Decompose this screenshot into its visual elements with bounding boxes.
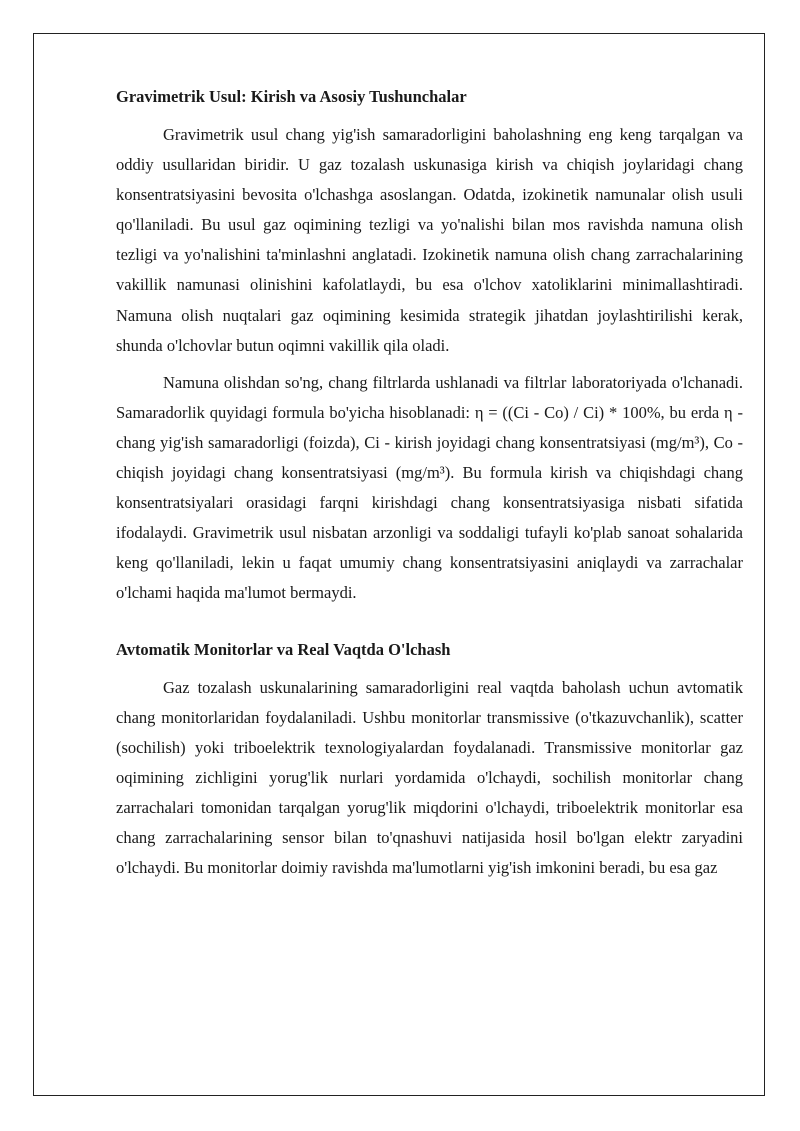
section-heading-automatic-monitors: Avtomatik Monitorlar va Real Vaqtda O'lchash xyxy=(116,639,451,659)
section-heading-gravimetric: Gravimetrik Usul: Kirish va Asosiy Tushunchalar xyxy=(116,87,467,106)
section-spacer xyxy=(116,616,743,639)
paragraph-gravimetric-intro: Gravimetrik usul chang yig'ish samaradorligini baholashning eng keng tarqalgan va oddiy usullaridan biridir. U gaz tozalash uskunasiga kirish va chiqish joylaridagi chang konsentratsiyasini bevosita o'lchashga asoslangan. Odatda, izokinetik namunalar olish usuli qo'llaniladi. Bu usul gaz oqimining tezligi va yo'nalishi bilan mos ravishda namuna olish tezligi va yo'nalishini ta'minlashni anglatadi. Izokinetik namuna olish chang zarrachalarining vakillik namunasi olinishini kafolatlaydi, bu esa o'lchov xatoliklarini minimallashtiradi. Namuna olish nuqtalari gaz oqimining kesimida strategik jihatdan joylashtirilishi kerak, shunda o'lchovlar butun oqimni vakillik qila oladi. xyxy=(116,125,743,355)
paragraph-gravimetric-formula: Namuna olishdan so'ng, chang filtrlarda ushlanadi va filtrlar laboratoriyada o'lchanadi. Samaradorlik quyidagi formula bo'yicha hisoblanadi: η = ((Ci - Co) / Ci) * 100%, bu erda η - chang yig'ish samaradorligi (foizda), Ci - kirish joyidagi chang konsentratsiyasi (mg/m³), Co - chiqish joyidagi chang konsentratsiyasi (mg/m³). Bu formula kirish va chiqishdagi chang konsentratsiyalari orasidagi farqni kirishdagi chang konsentratsiyasiga nisbati sifatida ifodalaydi. Gravimetrik usul nisbatan arzonligi va soddaligi tufayli ko'plab sanoat sohalarida keng qo'llaniladi, lekin u faqat umumiy chang konsentratsiyasini aniqlaydi va zarrachalar o'lchami haqida ma'lumot bermaydi. xyxy=(116,372,743,603)
paragraph-automatic-monitors: Gaz tozalash uskunalarining samaradorligini real vaqtda baholash uchun avtomatik chang monitorlaridan foydalaniladi. Ushbu monitorlar transmissive (o'tkazuvchanlik), scatter (sochilish) yoki triboelektrik texnologiyalardan foydalanadi. Transmissive monitorlar gaz oqimining zichligini yorug'lik nurlari yordamida o'lchaydi, sochilish monitorlar chang zarrachalari tomonidan tarqalgan yorug'lik miqdorini o'lchaydi, triboelektrik monitorlar esa chang zarrachalarining sensor bilan to'qnashuvi natijasida hosil bo'lgan elektr zaryadini o'lchaydi. Bu monitorlar doimiy ravishda ma'lumotlarni yig'ish imkonini beradi, bu esa gaz xyxy=(116,677,743,878)
document-body xyxy=(116,86,743,890)
